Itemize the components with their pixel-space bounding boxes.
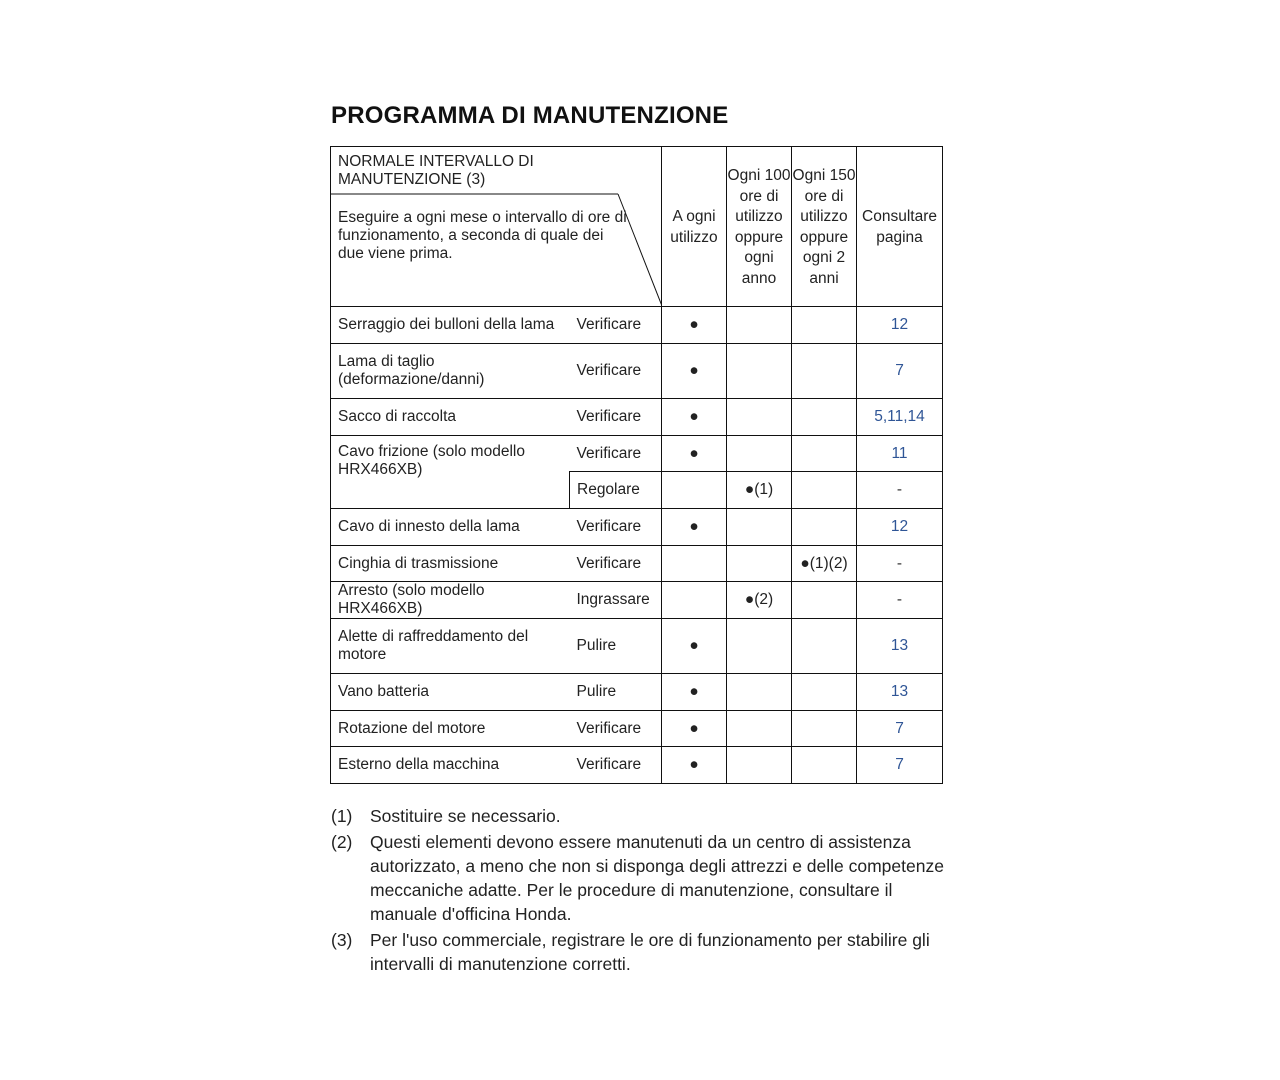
action-cell: Verificare [570,307,662,344]
mark-each-use: ● [662,711,727,747]
mark-each-use: ● [662,307,727,344]
action-cell: Verificare [570,399,662,436]
mark-150h [792,472,857,509]
mark-100h [727,344,792,399]
mark-each-use: ● [662,436,727,472]
task-cell: Cavo di innesto della lama [331,509,570,546]
table-row [331,509,943,546]
footnote-text: Per l'uso commerciale, registrare le ore di funzionamento per stabilire gli intervalli di manutenzione corretti. [370,930,930,974]
mark-100h: ●(1) [727,472,792,509]
table-row [331,546,943,582]
mark-each-use: ● [662,399,727,436]
mark-150h [792,307,857,344]
task-cell: Alette di raffreddamento del motore [331,619,570,674]
footnote-text: Sostituire se necessario. [370,806,561,826]
task-cell: Cavo frizione (solo modello HRX466XB) [331,436,570,509]
mark-150h [792,711,857,747]
task-cell: Sacco di raccolta [331,399,570,436]
interval-header-cell [331,147,662,307]
footnote-text: Questi elementi devono essere manutenuti da un centro di assistenza autorizzato, a meno che non si disponga degli attrezzi e delle competenze meccaniche adatte. Per le procedure di manutenzione, consultare il manuale d'officina Honda. [370,832,944,924]
mark-100h [727,674,792,711]
mark-100h [727,546,792,582]
action-cell: Verificare [570,747,662,784]
mark-each-use [662,546,727,582]
action-cell: Verificare [570,436,662,472]
mark-each-use: ● [662,344,727,399]
page-ref: 13 [857,674,943,711]
mark-100h: ●(2) [727,582,792,619]
page-title: PROGRAMMA DI MANUTENZIONE [331,102,729,129]
mark-150h [792,619,857,674]
page-ref: 12 [857,307,943,344]
maintenance-schedule-table [330,146,943,784]
mark-150h [792,582,857,619]
action-cell: Verificare [570,344,662,399]
action-cell: Verificare [570,711,662,747]
action-cell: Pulire [570,674,662,711]
footnote [331,804,951,828]
col-header-150h: Ogni 150 ore di utilizzo oppure ogni 2 anni [792,147,857,307]
task-cell: Rotazione del motore [331,711,570,747]
page-ref: 5,11,14 [857,399,943,436]
mark-150h [792,674,857,711]
page-ref: - [857,472,943,509]
mark-150h [792,436,857,472]
table-row [331,619,943,674]
perform-label: Eseguire a ogni mese o intervallo di ore di funzionamento, a seconda di quale dei due viene prima. [338,209,627,262]
action-cell: Verificare [570,546,662,582]
mark-each-use: ● [662,509,727,546]
table-row [331,747,943,784]
table-row [331,582,943,619]
mark-each-use: ● [662,619,727,674]
mark-100h [727,436,792,472]
action-cell: Ingrassare [570,582,662,619]
mark-100h [727,711,792,747]
page-ref: - [857,546,943,582]
table-row [331,307,943,344]
table-row [331,399,943,436]
task-cell: Serraggio dei bulloni della lama [331,307,570,344]
mark-100h [727,747,792,784]
action-cell: Verificare [570,509,662,546]
mark-100h [727,399,792,436]
page-ref: 7 [857,711,943,747]
footnote [331,928,951,976]
footnotes [331,804,951,978]
table-row [331,711,943,747]
mark-100h [727,619,792,674]
task-cell: Arresto (solo modello HRX466XB) [331,582,570,619]
task-cell: Vano batteria [331,674,570,711]
col-header-100h: Ogni 100 ore di utilizzo oppure ogni anno [727,147,792,307]
task-cell: Lama di taglio (deformazione/danni) [331,344,570,399]
mark-150h [792,344,857,399]
page-ref: 12 [857,509,943,546]
action-cell: Pulire [570,619,662,674]
mark-100h [727,509,792,546]
mark-150h [792,399,857,436]
page-ref: 7 [857,344,943,399]
footnote [331,830,951,926]
task-cell: Cinghia di trasmissione [331,546,570,582]
interval-label: NORMALE INTERVALLO DI MANUTENZIONE (3) [338,153,534,188]
mark-150h [792,747,857,784]
mark-each-use [662,582,727,619]
col-header-page: Consultare pagina [857,147,943,307]
mark-150h: ●(1)(2) [792,546,857,582]
footnote-number: (1) [331,806,353,826]
table-row [331,344,943,399]
mark-100h [727,307,792,344]
mark-150h [792,509,857,546]
table-row [331,436,943,472]
task-cell: Esterno della macchina [331,747,570,784]
footnote-number: (3) [331,930,353,950]
col-header-each-use: A ogni utilizzo [662,147,727,307]
page-ref: 13 [857,619,943,674]
page-ref: 11 [857,436,943,472]
mark-each-use: ● [662,674,727,711]
page-ref: - [857,582,943,619]
footnote-number: (2) [331,832,353,852]
mark-each-use [662,472,727,509]
action-cell: Regolare [570,472,662,509]
page-ref: 7 [857,747,943,784]
table-row [331,674,943,711]
mark-each-use: ● [662,747,727,784]
header-row [331,147,943,307]
